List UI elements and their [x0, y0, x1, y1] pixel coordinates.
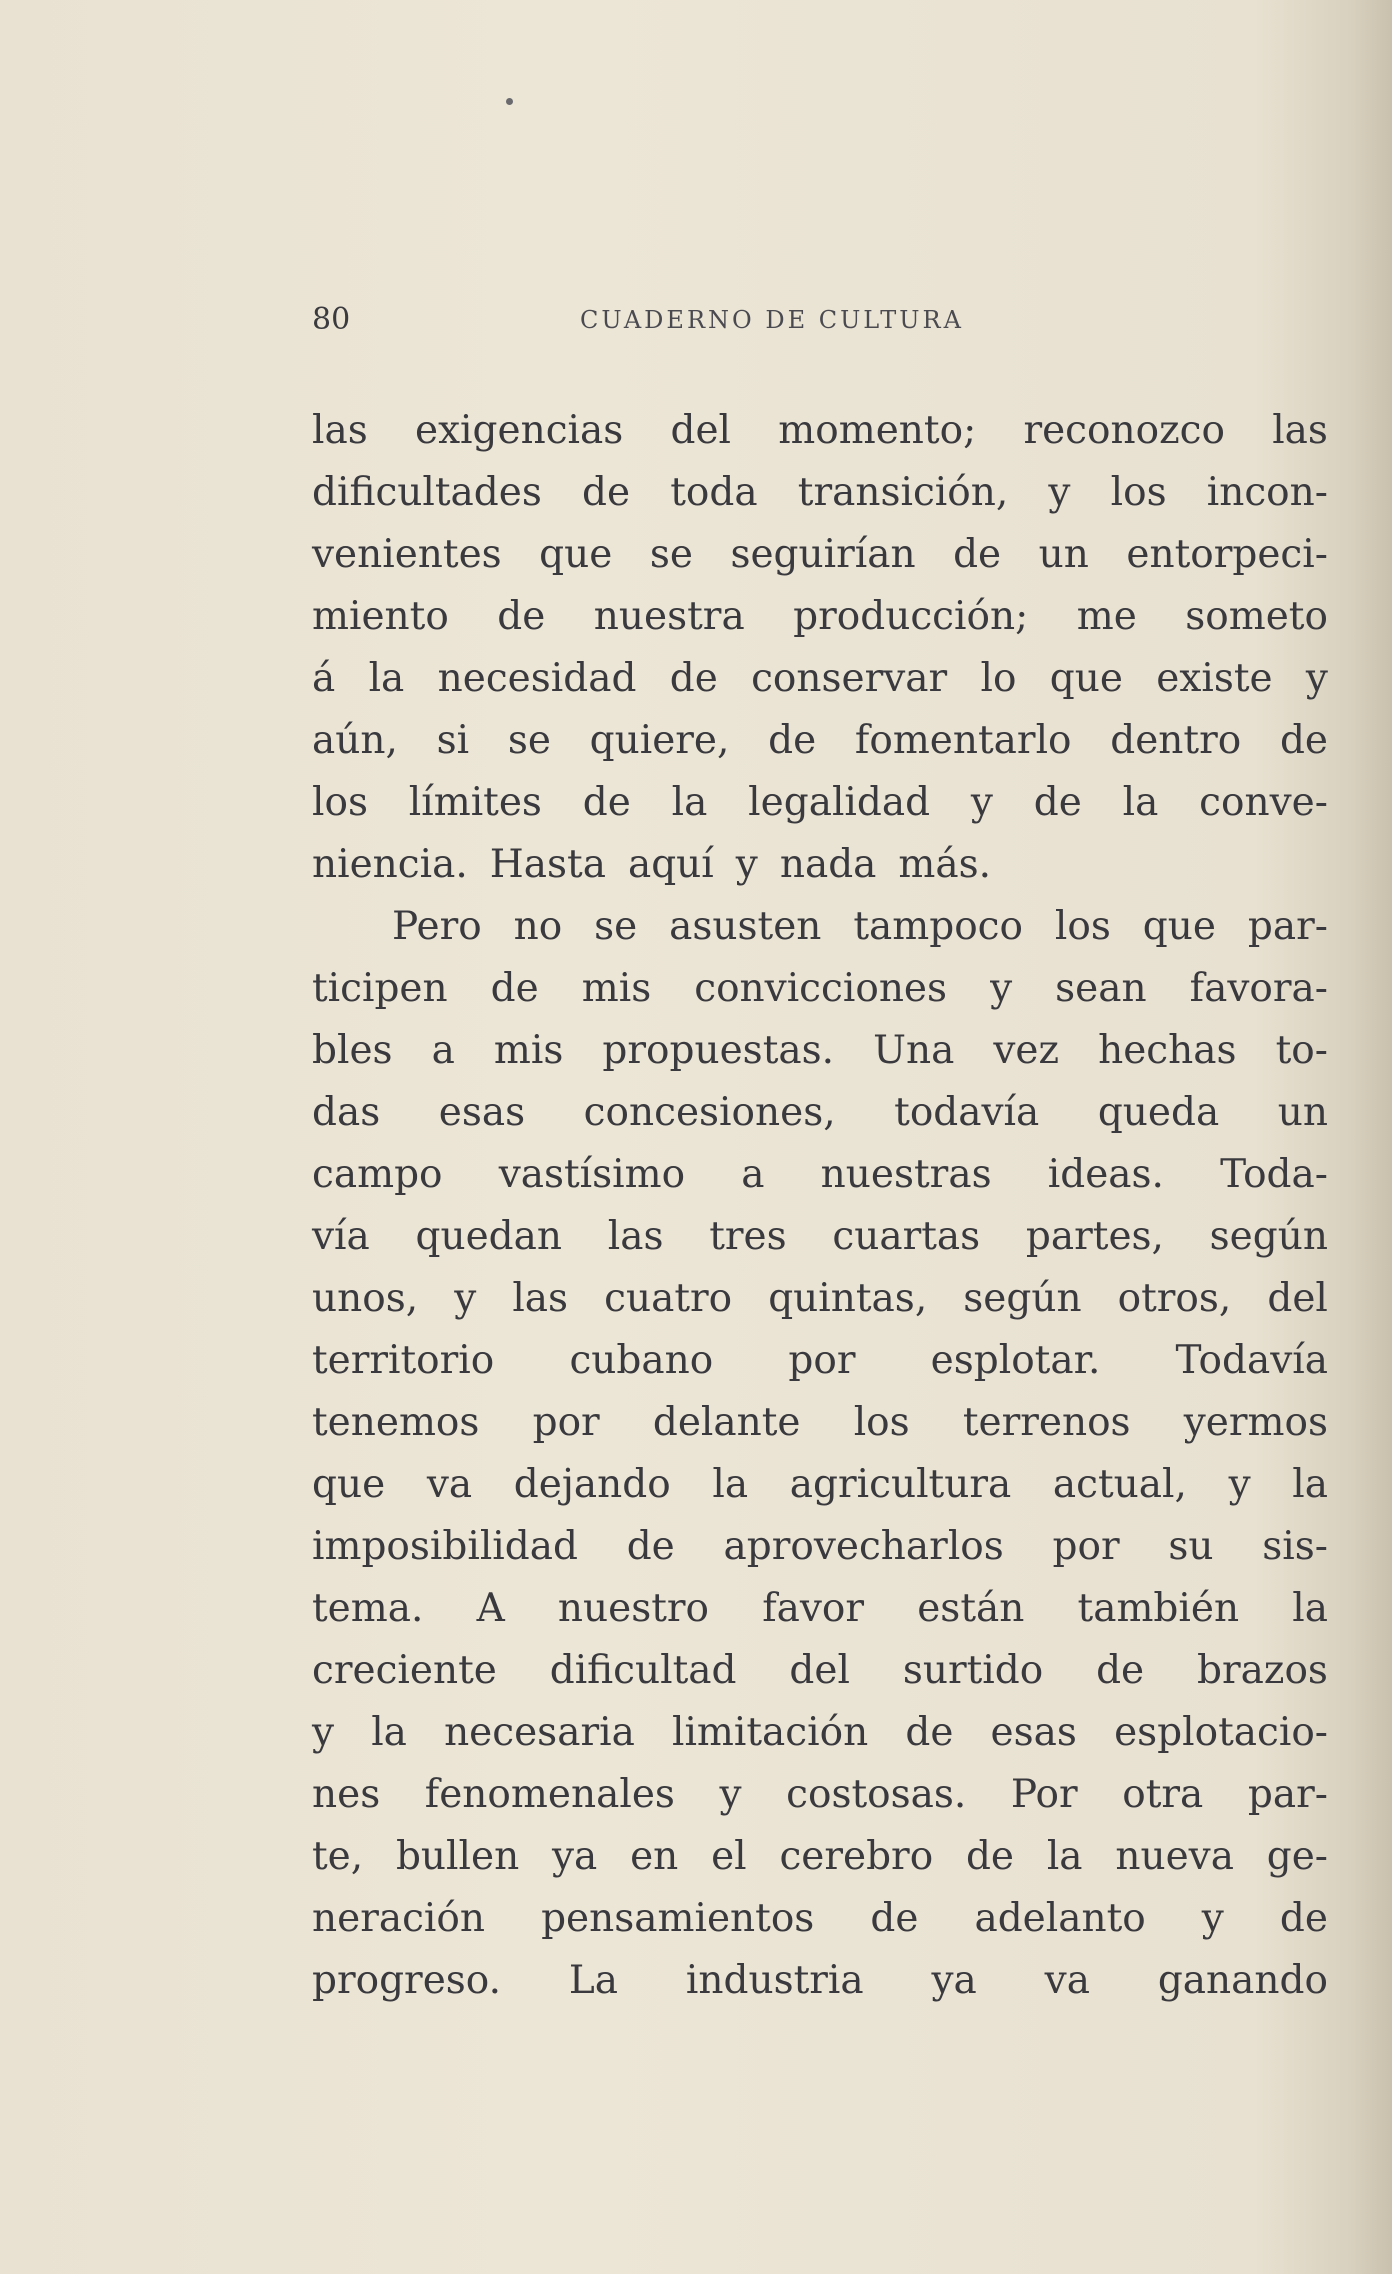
text-line [312, 834, 1328, 896]
word: esas [990, 1710, 1077, 1755]
word: adelanto [974, 1896, 1146, 1941]
word: si [436, 718, 470, 763]
word: de [669, 656, 718, 701]
word: vía [312, 1214, 370, 1259]
word: y [970, 780, 993, 825]
word: bullen [395, 1834, 520, 1879]
text-line [312, 1082, 1328, 1144]
word: todavía [894, 1090, 1040, 1135]
word: que [1142, 904, 1216, 949]
word: asusten [669, 904, 822, 949]
word: producción; [793, 594, 1029, 639]
word: concesiones, [583, 1090, 836, 1135]
body-text [312, 400, 1328, 2012]
word: de [768, 718, 817, 763]
word: de [1096, 1648, 1145, 1693]
word: la [368, 656, 405, 701]
word: también [1077, 1586, 1240, 1631]
word: legalidad [748, 780, 931, 825]
word: quedan [415, 1214, 562, 1259]
word: las [312, 408, 368, 453]
word: cubano [569, 1338, 714, 1383]
word: los [1110, 470, 1167, 515]
word: seguirían [730, 532, 916, 577]
word: nuestra [593, 594, 745, 639]
word: las [1272, 408, 1328, 453]
word: Toda- [1220, 1152, 1328, 1197]
word: necesaria [444, 1710, 635, 1755]
word: surtido [902, 1648, 1044, 1693]
word: según [963, 1276, 1082, 1321]
word: dentro [1110, 718, 1242, 763]
word: das [312, 1090, 381, 1135]
word: del [1267, 1276, 1328, 1321]
text-line [312, 462, 1328, 524]
word: ticipen [312, 966, 448, 1011]
word: de [490, 966, 539, 1011]
word: actual, [1052, 1462, 1187, 1507]
word: existe [1156, 656, 1273, 701]
word: hechas [1098, 1028, 1237, 1073]
text-line [312, 400, 1328, 462]
text-line [312, 772, 1328, 834]
word: de [905, 1710, 954, 1755]
word: por [788, 1338, 856, 1383]
word: el [711, 1834, 747, 1879]
word: unos, [312, 1276, 419, 1321]
word: de [870, 1896, 919, 1941]
word: esplotacio- [1114, 1710, 1328, 1755]
word: campo [312, 1152, 443, 1197]
word: según [1209, 1214, 1328, 1259]
text-line [312, 1888, 1328, 1950]
word: las [512, 1276, 569, 1321]
text-line [312, 1020, 1328, 1082]
word: creciente [312, 1648, 497, 1693]
word: entorpeci- [1126, 532, 1328, 577]
word: se [649, 532, 693, 577]
word: vastísimo [498, 1152, 686, 1197]
text-line [312, 1702, 1328, 1764]
word: cuartas [832, 1214, 981, 1259]
word: limitación [671, 1710, 869, 1755]
word: cuatro [604, 1276, 733, 1321]
word: bles [312, 1028, 393, 1073]
word: la [1122, 780, 1159, 825]
word: esas [438, 1090, 526, 1135]
word: mis [581, 966, 652, 1011]
word: dificultad [549, 1648, 737, 1693]
word: par- [1247, 904, 1328, 949]
word: nueva [1115, 1834, 1234, 1879]
word: del [670, 408, 732, 453]
word: dejando [513, 1462, 671, 1507]
word: me [1076, 594, 1137, 639]
word: te, [312, 1834, 364, 1879]
word: toda [670, 470, 758, 515]
word: que [312, 1462, 386, 1507]
word: Hasta [489, 842, 606, 887]
word: momento; [778, 408, 977, 453]
word: de [582, 780, 631, 825]
word: territorio [312, 1338, 495, 1383]
word: por [1052, 1524, 1120, 1569]
word: ideas. [1047, 1152, 1164, 1197]
word: sis- [1262, 1524, 1328, 1569]
word: costosas. [786, 1772, 967, 1817]
word: del [789, 1648, 850, 1693]
word: cerebro [779, 1834, 934, 1879]
word: y [719, 1772, 742, 1817]
word: por [532, 1400, 600, 1445]
word: propuestas. [602, 1028, 835, 1073]
word: esplotar. [930, 1338, 1101, 1383]
word: nuestro [557, 1586, 710, 1631]
text-line [312, 896, 1328, 958]
word: favora- [1189, 966, 1328, 1011]
word: imposibilidad [312, 1524, 578, 1569]
text-line [312, 1144, 1328, 1206]
word: brazos [1197, 1648, 1328, 1693]
word: y [735, 842, 758, 887]
word: de [1033, 780, 1082, 825]
word: tema. [312, 1586, 424, 1631]
text-line [312, 1764, 1328, 1826]
word: de [953, 532, 1002, 577]
word: de [1279, 1896, 1328, 1941]
text-line [312, 1392, 1328, 1454]
word: someto [1185, 594, 1328, 639]
running-title: CUADERNO DE CULTURA [580, 306, 964, 334]
word: un [1277, 1090, 1328, 1135]
text-line [312, 1516, 1328, 1578]
word: venientes [312, 532, 502, 577]
word: conservar [751, 656, 948, 701]
word: agricultura [789, 1462, 1012, 1507]
word: la [371, 1710, 407, 1755]
text-line [312, 1578, 1328, 1640]
word: quintas, [768, 1276, 928, 1321]
word: la [1292, 1462, 1328, 1507]
word: la [671, 780, 708, 825]
text-line [312, 710, 1328, 772]
word: miento [312, 594, 449, 639]
word: la [712, 1462, 749, 1507]
text-line [312, 1950, 1328, 2012]
word: de [626, 1524, 675, 1569]
text-line [312, 1268, 1328, 1330]
ink-speck [506, 98, 513, 105]
word: Una [873, 1028, 955, 1073]
text-line [312, 1330, 1328, 1392]
page-number: 80 [312, 302, 351, 337]
word: y [454, 1276, 477, 1321]
text-line [312, 1206, 1328, 1268]
page-header [312, 302, 1332, 348]
word: de [497, 594, 546, 639]
word: los [1054, 904, 1111, 949]
word: terrenos [962, 1400, 1131, 1445]
text-line [312, 648, 1328, 710]
word: sean [1055, 966, 1147, 1011]
word: y [312, 1710, 335, 1755]
word: los [312, 780, 368, 825]
text-line [312, 586, 1328, 648]
word: incon- [1206, 470, 1328, 515]
word: ganando [1157, 1958, 1328, 2003]
word: aún, [312, 718, 398, 763]
word: a [431, 1028, 455, 1073]
text-line [312, 1826, 1328, 1888]
word: se [507, 718, 551, 763]
word: reconozco [1023, 408, 1225, 453]
word: niencia. [312, 842, 468, 887]
word: de [1279, 718, 1328, 763]
word: nuestras [820, 1152, 992, 1197]
word: dificultades [312, 470, 542, 515]
word: par- [1247, 1772, 1328, 1817]
word: Por [1010, 1772, 1078, 1817]
text-line [312, 524, 1328, 586]
word: ya [931, 1958, 977, 2003]
word: queda [1097, 1090, 1220, 1135]
word: exigencias [414, 408, 624, 453]
word: y [1228, 1462, 1251, 1507]
text-line [312, 958, 1328, 1020]
word: y [990, 966, 1013, 1011]
word: fenomenales [424, 1772, 675, 1817]
word: partes, [1025, 1214, 1164, 1259]
word: tres [709, 1214, 787, 1259]
text-line [312, 1640, 1328, 1702]
word: otros, [1117, 1276, 1232, 1321]
word: yermos [1183, 1400, 1328, 1445]
word: en [630, 1834, 679, 1879]
word: no [513, 904, 563, 949]
word: más. [898, 842, 992, 887]
word: que [1049, 656, 1123, 701]
word: la [1046, 1834, 1083, 1879]
word: progreso. [312, 1958, 501, 2003]
word: vez [993, 1028, 1060, 1073]
word: á [312, 656, 336, 701]
word: y [1305, 656, 1328, 701]
text-line [312, 1454, 1328, 1516]
word: La [568, 1958, 619, 2003]
word: conve- [1199, 780, 1328, 825]
word: ya [551, 1834, 598, 1879]
word: tenemos [312, 1400, 480, 1445]
word: favor [762, 1586, 865, 1631]
word: nes [312, 1772, 381, 1817]
word: necesidad [437, 656, 637, 701]
word: transición, [797, 470, 1009, 515]
word: y [1048, 470, 1071, 515]
word: Todavía [1175, 1338, 1328, 1383]
word: neración [312, 1896, 486, 1941]
word: las [607, 1214, 664, 1259]
word: de [582, 470, 631, 515]
word: ge- [1266, 1834, 1328, 1879]
word: tampoco [853, 904, 1024, 949]
word: que [539, 532, 613, 577]
word: mis [493, 1028, 564, 1073]
word: a [741, 1152, 765, 1197]
word: nada [779, 842, 877, 887]
word: lo [980, 656, 1017, 701]
word: to- [1275, 1028, 1328, 1073]
word: límites [408, 780, 542, 825]
word: industria [685, 1958, 864, 2003]
word: Pero [392, 904, 482, 949]
word: pensamientos [541, 1896, 815, 1941]
word: su [1168, 1524, 1214, 1569]
word: aquí [627, 842, 714, 887]
word: quiere, [589, 718, 730, 763]
word: de [965, 1834, 1015, 1879]
word: delante [652, 1400, 801, 1445]
word: un [1038, 532, 1089, 577]
word: otra [1122, 1772, 1204, 1817]
word: A [476, 1586, 505, 1631]
word: se [594, 904, 638, 949]
word: aprovecharlos [723, 1524, 1004, 1569]
word: va [426, 1462, 473, 1507]
word: y [1201, 1896, 1224, 1941]
word: la [1292, 1586, 1328, 1631]
word: fomentarlo [854, 718, 1072, 763]
word: convicciones [694, 966, 948, 1011]
word: va [1044, 1958, 1090, 2003]
word: están [917, 1586, 1025, 1631]
word: los [853, 1400, 910, 1445]
